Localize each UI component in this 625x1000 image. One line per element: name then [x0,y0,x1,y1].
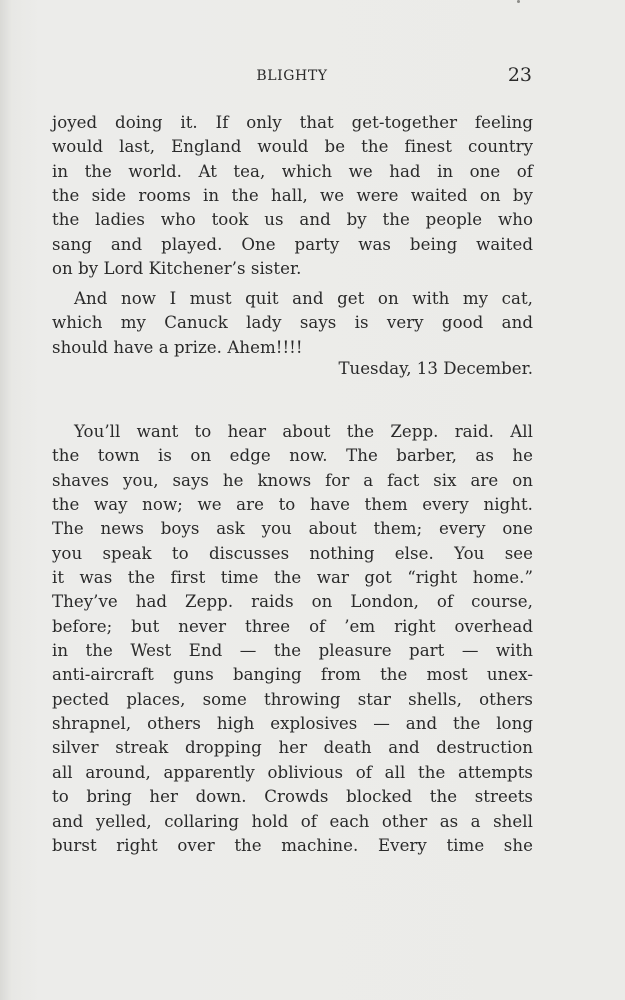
text-line: the way now; we are to have them every night. [52,495,533,515]
running-title: BLIGHTY [256,68,328,84]
text-line: all around, apparently oblivious of all the attempts [52,762,533,782]
text-line: The news boys ask you about them; every one [52,519,533,539]
dateline: Tuesday, 13 December. [338,359,533,378]
text-line: before; but never three of ’em right overhead [52,616,533,636]
paragraph-3 [52,420,533,858]
text-line: the ladies who took us and by the people who [52,210,533,230]
text-line: the side rooms in the hall, we were waited on by [52,186,533,206]
paragraph-2 [52,287,533,360]
text-line: anti-aircraft guns banging from the most unex- [52,665,533,685]
text-line: pected places, some throwing star shells, others [52,689,533,709]
text-line: on by Lord Kitchener’s sister. [52,259,302,279]
text-line: which my Canuck lady says is very good and [52,313,533,333]
text-line: shrapnel, others high explosives — and the long [52,714,533,734]
text-line: in the West End — the pleasure part — with [52,641,533,661]
text-line: joyed doing it. If only that get-together feeling [52,113,533,132]
text-line: should have a prize. Ahem!!!! [52,337,303,357]
page-header [52,64,532,90]
text-line: it was the first time the war got “right home.” [52,568,533,588]
text-line: You’ll want to hear about the Zepp. raid. All [74,422,533,441]
text-line: They’ve had Zepp. raids on London, of course, [52,592,533,612]
text-line: would last, England would be the finest country [52,137,533,157]
text-line: burst right over the machine. Every time she [52,835,533,855]
paragraph-1 [52,111,533,281]
text-line: to bring her down. Crowds blocked the streets [52,787,533,807]
text-line: you speak to discusses nothing else. You see [52,543,533,563]
text-line: in the world. At tea, which we had in one of [52,161,533,181]
page-number: 23 [507,64,532,86]
text-line: the town is on edge now. The barber, as he [52,446,533,466]
page-speck [517,0,520,3]
text-line: and yelled, collaring hold of each other as a shell [52,811,533,831]
text-line: shaves you, says he knows for a fact six are on [52,470,533,490]
text-line: And now I must quit and get on with my cat, [74,289,533,308]
text-line: silver streak dropping her death and destruction [52,738,533,758]
text-line: sang and played. One party was being waited [52,234,533,254]
